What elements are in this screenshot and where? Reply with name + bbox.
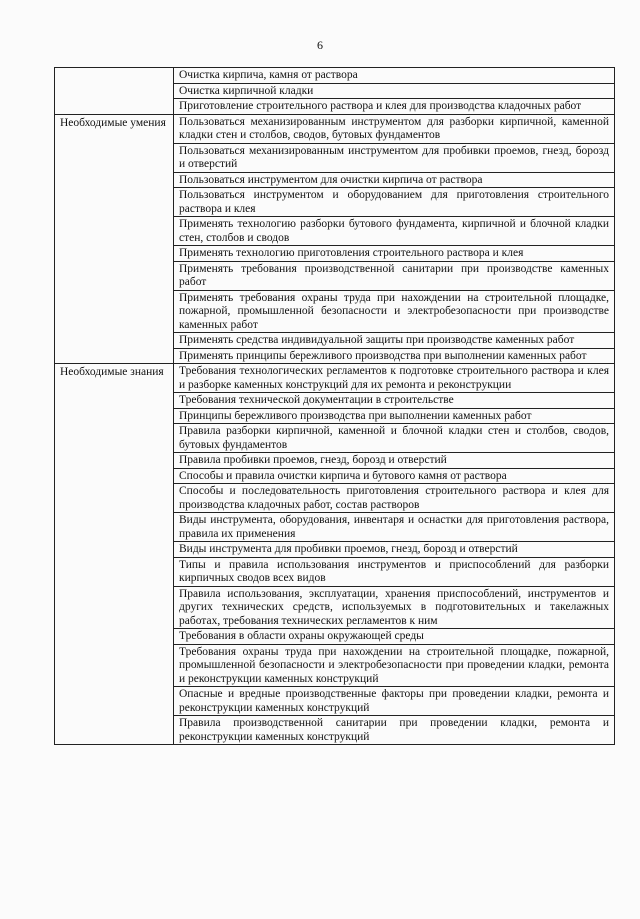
- requirement-cell: [174, 484, 615, 513]
- requirement-cell: [174, 629, 615, 645]
- requirement-text: Приготовление строительного раствора и клея для производства кладочных работ: [179, 100, 582, 112]
- requirement-text: Применять принципы бережливого производства при выполнении каменных работ: [179, 349, 587, 362]
- requirement-text: Пользоваться механизированным инструментом для разборки кирпичной, каменной кладки стен и столбов, сводов, бутовых фундаментов: [179, 115, 609, 141]
- requirement-text: Виды инструмента, оборудования, инвентаря и оснастки для приготовления раствора, правила их применения: [179, 514, 609, 540]
- requirement-cell: [174, 586, 615, 629]
- requirement-text: Виды инструмента для пробивки проемов, гнезд, борозд и отверстий: [179, 543, 518, 555]
- table-row: [55, 364, 615, 393]
- requirement-cell: [174, 217, 615, 246]
- section-label-cell: [55, 114, 174, 364]
- requirement-cell: [174, 246, 615, 262]
- requirement-cell: [174, 348, 615, 364]
- requirement-text: Опасные и вредные производственные факторы при проведении кладки, ремонта и реконструкции каменных конструкций: [179, 688, 609, 714]
- table-row: [55, 68, 615, 84]
- requirement-cell: [174, 333, 615, 349]
- section-label: Необходимые знания: [60, 366, 164, 378]
- requirement-cell: [174, 83, 615, 99]
- requirement-cell: [174, 408, 615, 424]
- requirement-text: Применять средства индивидуальной защиты при производстве каменных работ: [179, 334, 575, 346]
- requirement-text: Типы и правила использования инструментов и приспособлений для разборки кирпичных сводов всех видов: [179, 558, 609, 584]
- requirement-text: Требования охраны труда при нахождении на строительной площадке, пожарной, промышленной безопасности и электробезопасности при проведении кладки, ремонта и реконструкции каменных конструкций: [179, 645, 609, 685]
- requirements-table-body: [55, 68, 615, 745]
- requirement-text: Очистка кирпича, камня от раствора: [179, 69, 358, 81]
- requirements-table: [54, 67, 615, 745]
- requirement-cell: [174, 143, 615, 172]
- requirement-cell: [174, 557, 615, 586]
- requirement-cell: [174, 114, 615, 143]
- requirement-cell: [174, 468, 615, 484]
- requirement-cell: [174, 290, 615, 333]
- requirement-cell: [174, 261, 615, 290]
- requirement-cell: [174, 513, 615, 542]
- requirement-cell: [174, 172, 615, 188]
- requirement-cell: [174, 644, 615, 687]
- requirement-text: Правила производственной санитарии при проведении кладки, ремонта и реконструкции каменных конструкций: [179, 717, 609, 743]
- requirement-text: Пользоваться механизированным инструментом для пробивки проемов, гнезд, борозд и отверстий: [179, 144, 609, 170]
- requirement-text: Применять требования производственной санитарии при производстве каменных работ: [179, 262, 609, 288]
- requirement-text: Принципы бережливого производства при выполнении каменных работ: [179, 409, 532, 422]
- requirement-text: Применять требования охраны труда при нахождении на строительной площадке, пожарной, промышленной безопасности и электробезопасности при производстве каменных работ: [179, 291, 609, 331]
- table-row: [55, 114, 615, 143]
- section-label-cell: [55, 68, 174, 115]
- section-label-cell: [55, 364, 174, 745]
- requirement-cell: [174, 188, 615, 217]
- requirement-text: Применять технологию приготовления строительного раствора и клея: [179, 247, 524, 259]
- requirement-cell: [174, 453, 615, 469]
- requirement-text: Способы и правила очистки кирпича и бутового камня от раствора: [179, 469, 507, 482]
- page-number: 6: [317, 38, 323, 52]
- requirement-text: Применять технологию разборки бутового фундамента, кирпичной и блочной кладки стен, столбов и сводов: [179, 218, 609, 244]
- requirement-text: Пользоваться инструментом и оборудованием для приготовления строительного раствора и клея: [179, 189, 609, 215]
- requirement-cell: [174, 687, 615, 716]
- requirement-cell: [174, 542, 615, 558]
- requirement-text: Правила использования, эксплуатации, хранения приспособлений, инструментов и других технических средств, используемых в подготовительных и такелажных работах, требования технических регламентов к ним: [179, 587, 609, 627]
- requirement-cell: [174, 424, 615, 453]
- section-label: Необходимые умения: [60, 116, 166, 129]
- requirement-text: Требования технической документации в строительстве: [179, 394, 454, 406]
- requirement-cell: [174, 393, 615, 409]
- requirement-text: Очистка кирпичной кладки: [179, 84, 314, 97]
- requirement-text: Требования технологических регламентов к подготовке строительного раствора и клея и разборке каменных конструкций для их ремонта и реконструкции: [179, 365, 609, 391]
- requirement-cell: [174, 716, 615, 745]
- requirement-text: Правила разборки кирпичной, каменной и блочной кладки стен и столбов, сводов, бутовых фундаментов: [179, 425, 609, 451]
- requirement-cell: [174, 68, 615, 84]
- requirement-text: Правила пробивки проемов, гнезд, борозд и отверстий: [179, 454, 447, 466]
- requirement-text: Способы и последовательность приготовления строительного раствора и клея для производства кладочных работ, состав растворов: [179, 485, 609, 511]
- requirement-text: Пользоваться инструментом для очистки кирпича от раствора: [179, 173, 483, 186]
- requirement-cell: [174, 364, 615, 393]
- requirement-cell: [174, 99, 615, 115]
- requirement-text: Требования в области охраны окружающей среды: [179, 630, 424, 642]
